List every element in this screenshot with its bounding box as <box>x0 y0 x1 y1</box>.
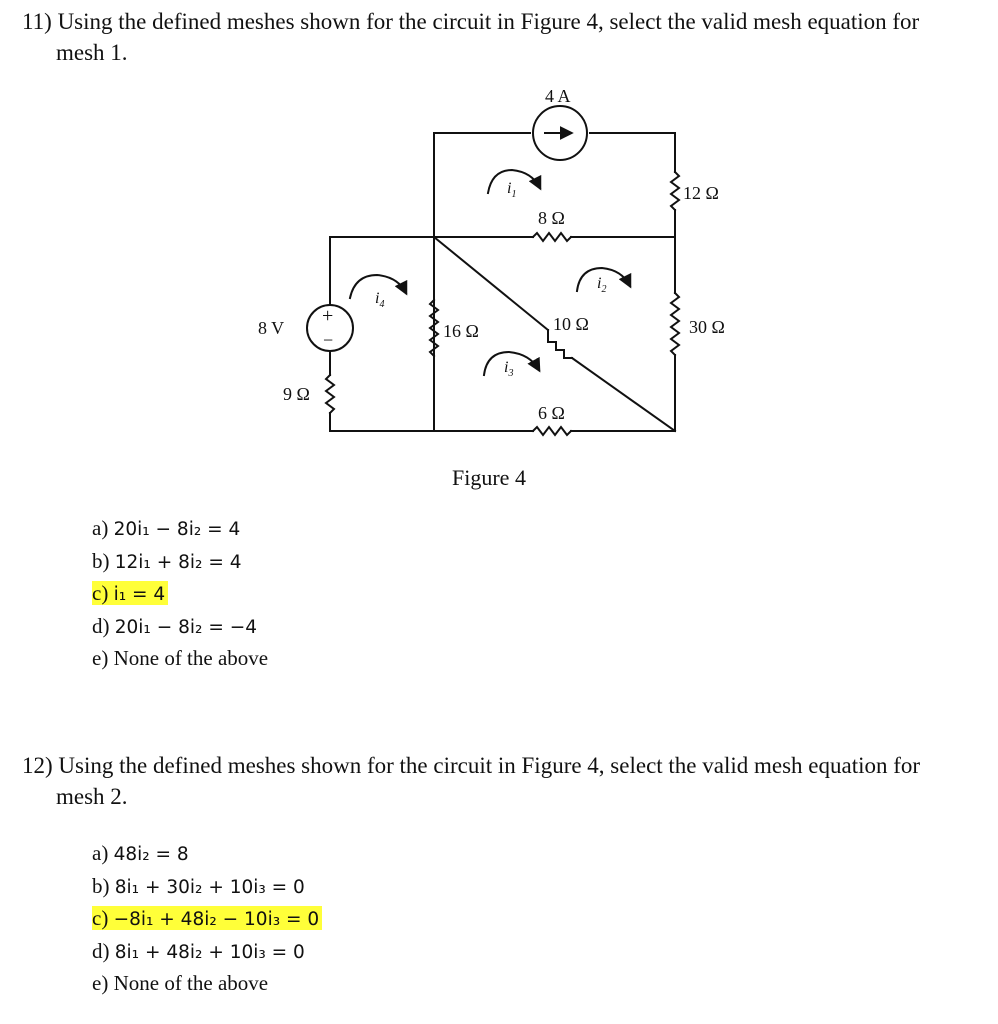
resistor-8-label: 8 Ω <box>538 208 565 228</box>
resistor-10-zigzag <box>548 330 572 358</box>
mesh-3-label: $i_3$ <box>504 359 514 379</box>
option-letter: a) <box>92 841 109 865</box>
mesh-2-label: $i_2$ <box>597 275 607 295</box>
option-letter: c) <box>92 906 109 930</box>
question-12-text-line2: mesh 2. <box>56 784 128 809</box>
current-source-label: 4 A <box>545 86 571 106</box>
option-equation: 20i₁ − 8i₂ = 4 <box>113 519 241 540</box>
option-12-a[interactable] <box>92 838 322 871</box>
option-12-c[interactable] <box>92 903 322 936</box>
option-equation: 8i₁ + 30i₂ + 10i₃ = 0 <box>114 876 305 898</box>
question-11-number: 11) <box>22 9 52 34</box>
option-letter: e) <box>92 646 109 670</box>
question-12-options <box>92 838 322 1000</box>
option-equation: None of the above <box>113 971 269 995</box>
option-11-d[interactable] <box>92 611 268 644</box>
option-11-c[interactable] <box>92 578 268 611</box>
question-11-text-line2: mesh 1. <box>56 40 128 65</box>
question-12 <box>22 750 920 812</box>
option-11-b[interactable] <box>92 546 268 579</box>
option-highlight <box>92 906 322 930</box>
option-letter: b) <box>92 548 110 573</box>
option-equation: 8i₁ + 48i₂ + 10i₃ = 0 <box>114 941 305 963</box>
resistor-12-zigzag <box>671 172 679 210</box>
question-12-text-line1: Using the defined meshes shown for the circuit in Figure 4, select the valid mesh equation for <box>58 753 921 778</box>
option-letter: a) <box>92 516 109 540</box>
mesh-1-label: $i_1$ <box>507 180 517 200</box>
option-equation: −8i₁ + 48i₂ − 10i₃ = 0 <box>113 909 320 930</box>
resistor-12-label: 12 Ω <box>683 183 719 203</box>
resistor-6-zigzag <box>533 427 571 435</box>
option-11-e[interactable] <box>92 643 268 675</box>
option-11-a[interactable] <box>92 513 268 546</box>
resistor-8-zigzag <box>533 233 571 241</box>
wire-diagonal-upper <box>434 237 548 330</box>
resistor-16-label: 16 Ω <box>443 321 479 341</box>
option-letter: e) <box>92 971 109 995</box>
option-equation: 48i₂ = 8 <box>113 844 189 865</box>
resistor-30-zigzag <box>671 293 679 355</box>
voltage-source-label: 8 V <box>258 318 285 338</box>
mesh-4-label: $i_4$ <box>375 290 385 310</box>
resistor-9-zigzag <box>326 375 334 413</box>
voltage-source-minus: − <box>323 330 334 350</box>
option-letter: d) <box>92 613 110 638</box>
option-letter: b) <box>92 873 110 898</box>
voltage-source-plus: + <box>322 305 334 327</box>
question-11-text-line1: Using the defined meshes shown for the circuit in Figure 4, select the valid mesh equation for <box>57 9 920 34</box>
option-letter: d) <box>92 938 110 963</box>
question-11-options <box>92 513 268 675</box>
resistor-6-label: 6 Ω <box>538 403 565 423</box>
option-highlight <box>92 581 168 605</box>
option-equation: i₁ = 4 <box>113 584 166 605</box>
option-12-e[interactable] <box>92 968 322 1000</box>
option-equation: 12i₁ + 8i₂ = 4 <box>114 551 242 573</box>
option-12-d[interactable] <box>92 936 322 969</box>
option-12-b[interactable] <box>92 871 322 904</box>
resistor-10-label: 10 Ω <box>553 314 589 334</box>
option-equation: None of the above <box>113 646 269 670</box>
resistor-9-label: 9 Ω <box>283 384 310 404</box>
option-letter: c) <box>92 581 109 605</box>
wire-diagonal-lower <box>572 358 675 431</box>
figure-caption: Figure 4 <box>452 465 526 490</box>
option-equation: 20i₁ − 8i₂ = −4 <box>114 616 257 638</box>
question-12-number: 12) <box>22 753 53 778</box>
resistor-30-label: 30 Ω <box>689 317 725 337</box>
